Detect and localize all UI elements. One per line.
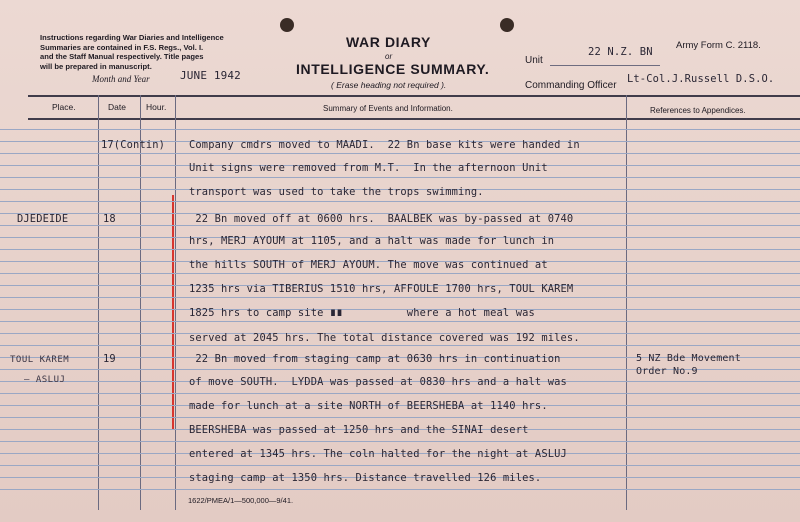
reference-line: Order No.9 [636,366,698,377]
ruled-line [0,129,800,130]
title-war-diary: WAR DIARY [346,34,431,50]
instruction-line: Summaries are contained in F.S. Regs., Vol. I. [40,42,204,52]
unit-value: 22 N.Z. BN [588,46,653,58]
entry-place: TOUL KAREM [10,355,70,365]
column-rule [98,95,99,510]
column-rule [175,95,176,510]
summary-line: made for lunch at a site NORTH of BEERSHEBA at 1140 hrs. [189,400,548,412]
summary-line: transport was used to take the trops swimming. [189,186,484,198]
header-bottom-rule [28,118,800,120]
ruled-line [0,489,800,490]
ruled-line [0,201,800,202]
ruled-line [0,249,800,250]
entry-date: 19 [103,353,116,365]
ruled-line [0,225,800,226]
instruction-line: Instructions regarding War Diaries and Intelligence [40,33,224,42]
ruled-line [0,321,800,322]
ruled-line [0,273,800,274]
instructions-block [40,33,270,71]
summary-line: 22 Bn moved off at 0600 hrs. BAALBEK was by-passed at 0740 [189,213,574,225]
instruction-line: will be prepared in manuscript. [40,61,152,71]
column-date: Date [108,102,126,112]
entry-date: 18 [103,213,116,225]
punch-hole-right [500,18,514,32]
column-place: Place. [52,102,76,112]
margin-red-line [172,195,174,430]
summary-line: the hills SOUTH of MERJ AYOUM. The move was continued at [189,259,548,271]
unit-label: Unit [525,55,543,66]
print-code: 1622/PMEA/1—500,000—9/41. [188,496,294,505]
ruled-line [0,297,800,298]
ruled-line [0,393,800,394]
header-top-rule [28,95,800,97]
commanding-officer-label: Commanding Officer [525,80,617,91]
entry-date: 17(Contin) [101,139,166,151]
summary-line: of move SOUTH. LYDDA was passed at 0830 hrs and a halt was [189,376,567,388]
column-rule [626,95,627,510]
commanding-officer-value: Lt-Col.J.Russell D.S.O. [627,73,775,85]
unit-underline [550,65,660,66]
punch-hole-left [280,18,294,32]
summary-line: hrs, MERJ AYOUM at 1105, and a halt was made for lunch in [189,235,555,247]
ruled-line [0,417,800,418]
summary-line: served at 2045 hrs. The total distance covered was 192 miles. [189,332,580,344]
summary-line: 22 Bn moved from staging camp at 0630 hrs in continuation [189,353,561,365]
column-hour: Hour. [146,102,167,112]
title-or: or [385,52,393,61]
erase-heading-note: ( Erase heading not required ). [331,80,447,90]
column-references: References to Appendices. [650,106,746,115]
month-year-value: JUNE 1942 [180,69,241,82]
instruction-line: and the Staff Manual respectively. Title pages [40,52,204,62]
summary-line: 1235 hrs via TIBERIUS 1510 hrs, AFFOULE 1700 hrs, TOUL KAREM [189,283,574,295]
ruled-line [0,465,800,466]
column-rule [140,95,141,510]
ruled-line [0,441,800,442]
summary-line: BEERSHEBA was passed at 1250 hrs and the SINAI desert [189,424,529,436]
month-year-label: Month and Year [92,74,150,84]
summary-line: 1825 hrs to camp site ∎∎ where a hot meal was [189,307,535,319]
reference-line: 5 NZ Bde Movement [636,353,741,364]
ruled-line [0,345,800,346]
column-summary: Summary of Events and Information. [323,104,453,113]
title-intelligence-summary: INTELLIGENCE SUMMARY. [296,61,490,77]
summary-line: staging camp at 1350 hrs. Distance travelled 126 miles. [189,472,542,484]
entry-place-continued: – ASLUJ [24,375,66,385]
entry-place: DJEDEIDE [17,213,69,225]
summary-line: Unit signs were removed from M.T. In the afternoon Unit [189,162,548,174]
ruled-line [0,177,800,178]
summary-line: Company cmdrs moved to MAADI. 22 Bn base kits were handed in [189,139,580,151]
ruled-line [0,153,800,154]
army-form-label: Army Form C. 2118. [676,40,761,51]
summary-line: entered at 1345 hrs. The coln halted for the night at ASLUJ [189,448,567,460]
